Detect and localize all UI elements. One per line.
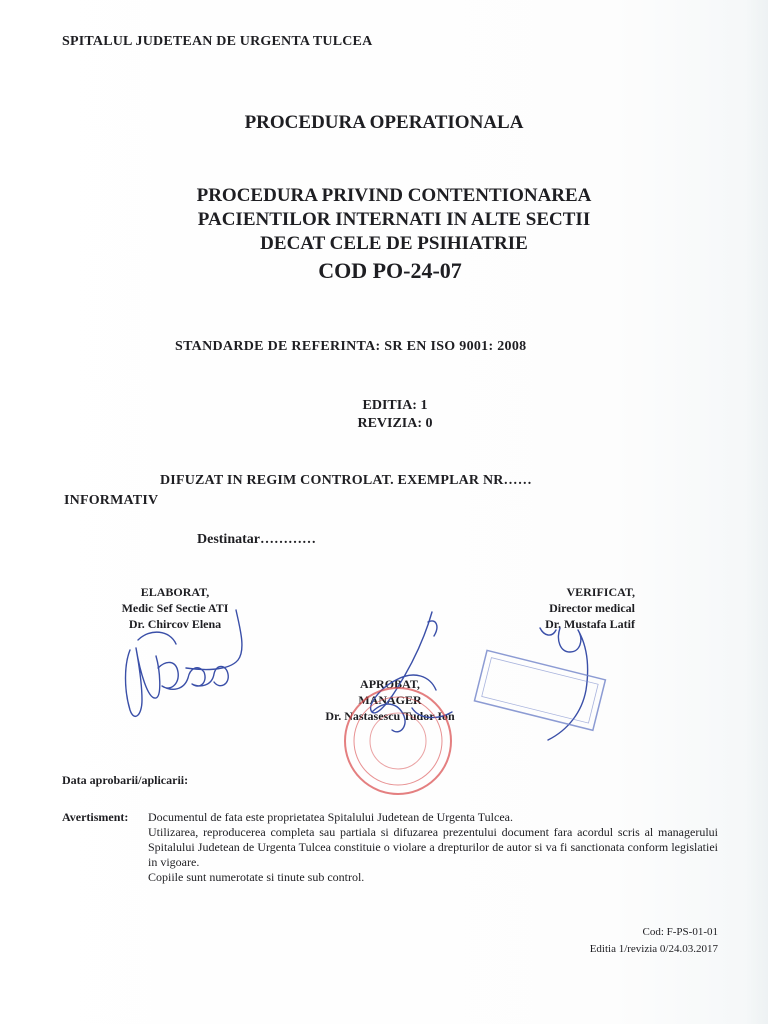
verified-role: Director medical (549, 601, 635, 615)
verified-name: Dr. Mustafa Latif (545, 617, 635, 631)
title-line-2: PACIENTILOR INTERNATI IN ALTE SECTII (197, 209, 591, 230)
footer-block (480, 924, 718, 958)
title-line-3: DECAT CELE DE PSIHIATRIE (260, 233, 528, 254)
title-line-1: PROCEDURA PRIVIND CONTENTIONAREA (196, 185, 592, 206)
document-type: PROCEDURA OPERATIONALA (244, 112, 524, 133)
recipient-line: Destinatar………… (197, 532, 316, 547)
approved-label: APROBAT, (360, 677, 420, 691)
warning-paragraph: Copiile sunt numerotate si tinute sub control. (148, 870, 365, 884)
verified-signature (540, 628, 588, 740)
approved-role: MANAGER (358, 693, 422, 707)
warning-text (148, 810, 718, 885)
document-title (0, 184, 768, 256)
approved-name: Dr. Nastasescu Tudor Ion (325, 709, 455, 723)
revision-number: REVIZIA: 0 (357, 416, 433, 431)
verified-label: VERIFICAT, (566, 585, 635, 599)
footer-form-code: Cod: F-PS-01-01 (642, 926, 718, 938)
verified-by-block (505, 584, 635, 632)
edition-number: EDITIA: 1 (362, 398, 428, 413)
elaborated-role: Medic Sef Sectie ATI (121, 601, 229, 615)
doctor-rectangular-stamp (474, 650, 605, 730)
elaborated-label: ELABORAT, (140, 585, 210, 599)
approval-date-label: Data aprobarii/aplicarii: (62, 773, 189, 787)
approved-by-block (290, 676, 490, 724)
page-edge-shadow (746, 0, 768, 1024)
hospital-name: SPITALUL JUDETEAN DE URGENTA TULCEA (62, 34, 373, 49)
warning-paragraph: Utilizarea, reproducerea completa sau partiala si difuzarea prezentului document fara acordul scris al managerului Spitalului Judetean de Urgenta Tulcea constituie o violare a drepturilor de autor si va fi sanctionata conform legislatiei in vigoare. (148, 825, 718, 869)
edition-block (0, 397, 768, 433)
reference-standards: STANDARDE DE REFERINTA: SR EN ISO 9001: 2008 (175, 339, 527, 354)
distribution-line: DIFUZAT IN REGIM CONTROLAT. EXEMPLAR NR…… (160, 473, 532, 488)
distribution-informativ: INFORMATIV (64, 493, 159, 508)
elaborated-name: Dr. Chircov Elena (128, 617, 222, 631)
elaborated-by-block (100, 584, 250, 632)
warning-label: Avertisment: (62, 810, 129, 824)
document-code: COD PO-24-07 (318, 258, 462, 283)
warning-paragraph: Documentul de fata este proprietatea Spitalului Judetean de Urgenta Tulcea. (148, 810, 513, 824)
footer-edition: Editia 1/revizia 0/24.03.2017 (589, 943, 718, 955)
